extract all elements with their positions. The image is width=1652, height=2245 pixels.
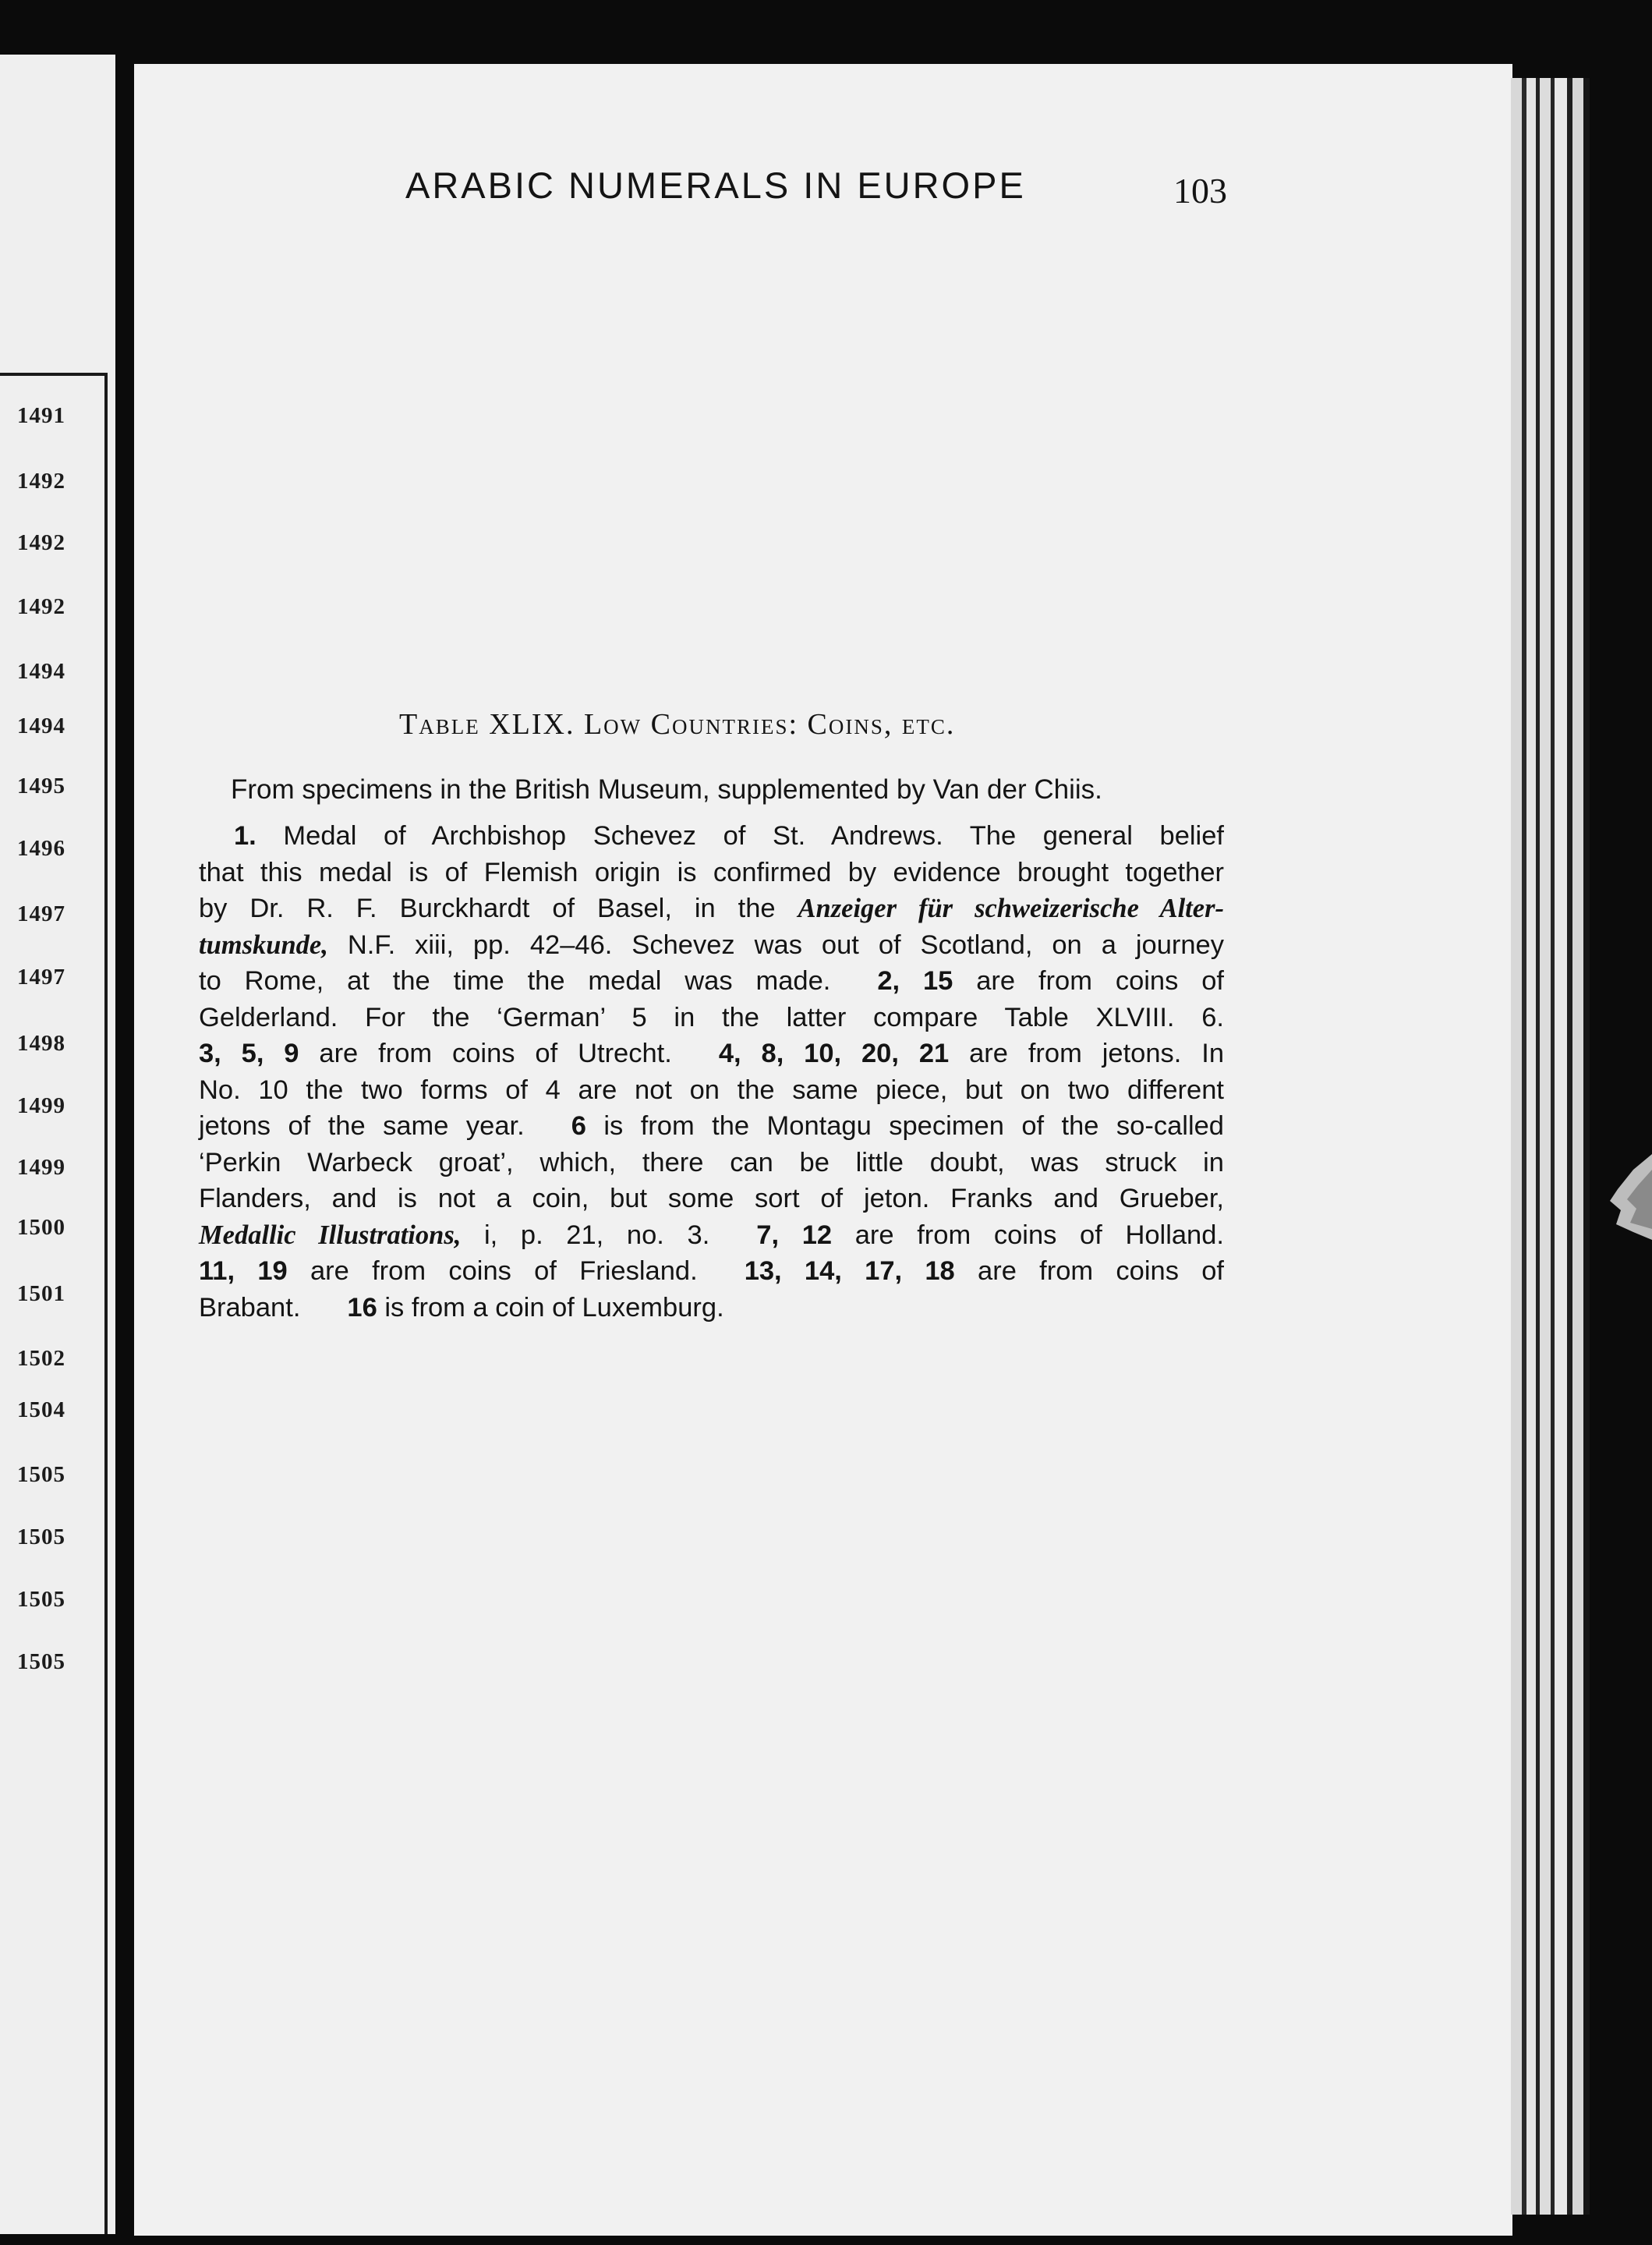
table-notes	[199, 818, 1224, 1326]
year-label: 1499	[17, 1093, 65, 1118]
year-label: 1497	[17, 965, 65, 990]
year-label: 1495	[17, 774, 65, 798]
year-label: 1492	[17, 530, 65, 555]
year-label: 1505	[17, 1524, 65, 1549]
text-line: jetons of the same year. 6 is from the Montagu specimen of the so-called	[199, 1111, 1224, 1141]
text-line: 3, 5, 9 are from coins of Utrecht. 4, 8, 10, 20, 21 are from jetons. In	[199, 1039, 1225, 1068]
table-subtitle: From specimens in the British Museum, supplemented by Van der Chiis.	[231, 774, 1102, 805]
facing-page-top-rule	[0, 373, 106, 376]
page-edge-stripe	[1583, 78, 1590, 2215]
year-label: 1505	[17, 1649, 65, 1674]
torn-paper-fragment	[1610, 1154, 1652, 1240]
text-line: Flanders, and is not a coin, but some sort of jeton. Franks and Grueber,	[199, 1184, 1224, 1213]
year-label: 1491	[17, 403, 65, 428]
book-gutter	[115, 47, 134, 2242]
year-label: 1502	[17, 1346, 65, 1371]
year-label: 1498	[17, 1031, 65, 1056]
running-head: ARABIC NUMERALS IN EUROPE	[405, 165, 1026, 206]
text-line: 11, 19 are from coins of Friesland. 13, 14, 17, 18 are from coins of	[199, 1256, 1224, 1286]
year-label: 1492	[17, 594, 65, 619]
text-line: No. 10 the two forms of 4 are not on the same piece, but on two different	[199, 1075, 1224, 1105]
year-label: 1494	[17, 714, 65, 738]
year-label: 1505	[17, 1587, 65, 1612]
page-edge-stripe	[1526, 78, 1536, 2215]
year-label: 1494	[17, 659, 65, 684]
page-edge-stripe	[1567, 78, 1572, 2215]
text-line: by Dr. R. F. Burckhardt of Basel, in the Anzeiger für schweizerische Alter-	[199, 894, 1224, 923]
page-edge-stripe	[1555, 78, 1567, 2215]
page-edge-stack	[1505, 78, 1622, 2215]
year-label: 1492	[17, 469, 65, 494]
page-number: 103	[1173, 171, 1227, 211]
page-edge-stripe	[1511, 78, 1522, 2215]
text-line: ‘Perkin Warbeck groat’, which, there can be little doubt, was struck in	[199, 1147, 1224, 1177]
facing-page-column-rule	[104, 373, 108, 2234]
page-edge-stripe	[1540, 78, 1551, 2215]
year-label: 1501	[17, 1281, 65, 1306]
year-label: 1500	[17, 1215, 65, 1240]
text-line: Brabant. 16 is from a coin of Luxemburg.	[199, 1292, 724, 1323]
text-line: tumskunde, N.F. xiii, pp. 42–46. Schevez was out of Scotland, on a journey	[199, 930, 1224, 960]
text-line: to Rome, at the time the medal was made. 2, 15 are from coins of	[199, 966, 1224, 996]
year-label: 1504	[17, 1397, 65, 1422]
facing-page-fragment	[0, 55, 115, 2234]
text-line: 1. Medal of Archbishop Schevez of St. Andrews. The general belief	[234, 821, 1224, 851]
year-label: 1499	[17, 1155, 65, 1180]
year-label: 1505	[17, 1462, 65, 1487]
page-edge-stripe	[1572, 78, 1583, 2215]
text-line: Medallic Illustrations, i, p. 21, no. 3. 7, 12 are from coins of Holland.	[199, 1220, 1225, 1250]
year-label: 1497	[17, 901, 65, 926]
year-label: 1496	[17, 836, 65, 861]
table-title: Table XLIX. Low Countries: Coins, etc.	[399, 708, 956, 741]
text-line: that this medal is of Flemish origin is confirmed by evidence brought together	[199, 857, 1224, 887]
text-line: Gelderland. For the ‘German’ 5 in the latter compare Table XLVIII. 6.	[199, 1002, 1224, 1032]
